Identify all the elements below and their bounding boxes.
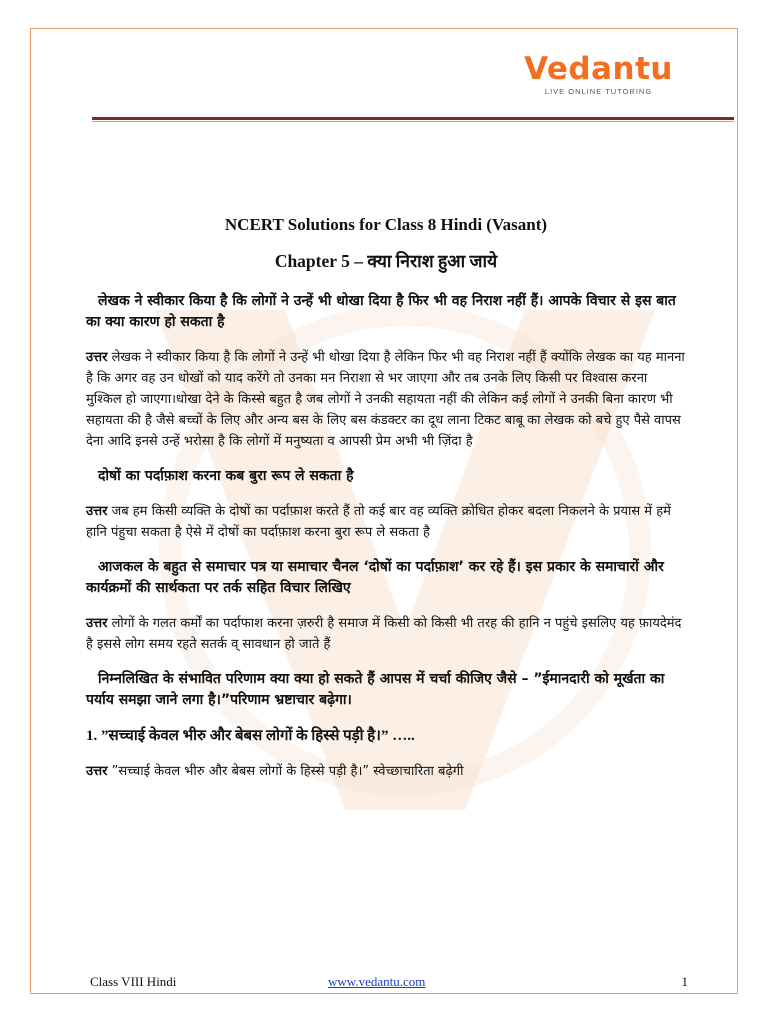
brand-tagline: LIVE ONLINE TUTORING	[544, 87, 653, 96]
header-divider-thin	[92, 121, 734, 122]
question-2: दोषों का पर्दाफ़ाश करना कब बुरा रूप ले सकता है	[98, 468, 354, 484]
brand-name: Vedantu	[524, 51, 673, 87]
answer-text: ”सच्चाई केवल भीरु और बेबस लोगों के हिस्से पड़ी है।” स्वेच्छाचारिता बढ़ेगी	[111, 764, 464, 779]
answer-label: उत्तर	[86, 764, 108, 779]
question-3: आजकल के बहुत से समाचार पत्र या समाचार चैनल ‘दोषों का पर्दाफ़ाश’ कर रहे हैं। इस प्रकार के समाचारों और कार्यक्रमों की सार्थकता पर तर्क सहित विचार लिखिए	[86, 559, 664, 596]
question-4: निम्नलिखित के संभावित परिणाम क्या क्या हो सकते हैं आपस में चर्चा कीजिए जैसे – ”ईमानदारी को मूर्खता का पर्याय समझा जाने लगा है।”परिणाम भ्रष्टाचार बढ़ेगा।	[86, 671, 665, 708]
answer-label: उत्तर	[86, 350, 108, 365]
document-body	[86, 215, 686, 796]
sub-question-1: 1. ”सच्चाई केवल भीरु और बेबस लोगों के हिस्से पड़ी है।” …..	[86, 728, 415, 744]
answer-3	[86, 613, 686, 655]
brand-logo	[524, 52, 673, 96]
question-1: लेखक ने स्वीकार किया है कि लोगों ने उन्हें भी धोखा दिया है फिर भी वह निराश नहीं हैं। आपके विचार से इस बात का क्या कारण हो सकता है	[86, 293, 676, 330]
answer-label: उत्तर	[86, 616, 108, 631]
page-footer	[90, 974, 690, 994]
answer-label: उत्तर	[86, 504, 108, 519]
header-divider	[92, 117, 734, 120]
answer-1	[86, 347, 686, 452]
answer-text: लोगों के गलत कर्मों का पर्दाफाश करना ज़रुरी है समाज में किसी को किसी भी तरह की हानि न पहुंचे इसलिए यह फ़ायदेमंद है इससे लोग समय रहते सतर्क व् सावधान हो जाते हैं	[86, 616, 682, 652]
answer-2	[86, 501, 686, 543]
answer-4	[86, 761, 686, 782]
page-number: 1	[681, 974, 688, 989]
footer-class-label: Class VIII Hindi	[90, 974, 177, 989]
answer-text: जब हम किसी व्यक्ति के दोषों का पर्दाफ़ाश करते हैं तो कई बार वह व्यक्ति क्रोधित होकर बदला निकलने के प्रयास में हमें हानि पंहुचा सकता है ऐसे में दोषों का पर्दाफ़ाश करना बुरा रूप ले सकता है	[86, 504, 671, 540]
chapter-title: Chapter 5 – क्या निराश हुआ जाये	[274, 251, 498, 271]
footer-website-link[interactable]: www.vedantu.com	[328, 974, 426, 989]
document-title: NCERT Solutions for Class 8 Hindi (Vasant)	[224, 215, 548, 234]
answer-text: लेखक ने स्वीकार किया है कि लोगों ने उन्हें भी धोखा दिया है लेकिन फिर भी वह निराश नहीं हैं क्योंकि लेखक का यह मानना है कि अगर वह उन धोखों को याद करेंगे तो उनका मन निराशा से भर जाएगा और तब उनके लिए किसी पर विश्वास करना मुश्किल हो जाएगा।धोखा देने के किस्से बहुत है जब लोगों ने उनकी सहायता नहीं की लेकिन कई लोगों ने उनकी बिना कारण भी सहायता की है जैसे बच्चों के लिए और अन्य बस के लिए बस कंडक्टर का दूध लाना टिकट बाबू का लेखक को बचे हुए पैसे वापस देना आदि इनसे उन्हें भरोसा है कि लोगों में मनुष्यता व आपसी प्रेम अभी भी ज़िंदा है	[86, 350, 685, 449]
